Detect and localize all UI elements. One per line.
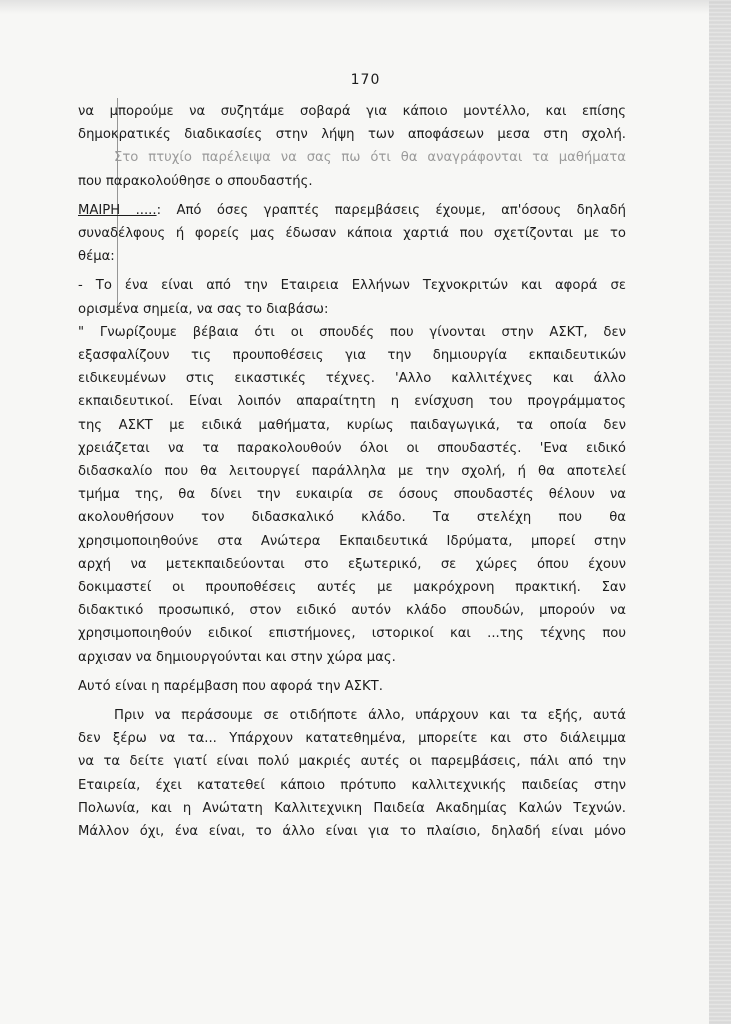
text-line: ακολουθήσουν τον διδασκαλικό κλάδο. Τα στελέχη που θα	[78, 510, 626, 526]
text-line: ορισμένα σημεία, να σας το διαβάσω:	[78, 301, 329, 317]
document-body	[78, 100, 626, 843]
text-line: δημοκρατικές διαδικασίες στην λήψη των αποφάσεων μεσα στη σχολή.	[78, 127, 626, 143]
text-line: αρχή να μετεκπαιδεύονται στο εξωτερικό, σε χώρες όπου έχουν	[78, 556, 626, 572]
text-line: αρχισαν να δημιουργούνται και στην χώρα μας.	[78, 649, 396, 665]
text-line: Πολωνία, και η Ανώτατη Καλλιτεχνικη Παιδεία Ακαδημίας Καλών Τεχνών.	[78, 800, 626, 816]
page-number: 170	[350, 72, 381, 88]
text-line: ΜΑΙΡΗ .....: Από όσες γραπτές παρεμβάσεις έχουμε, απ'όσους δηλαδή	[78, 202, 626, 218]
text-line: θέμα:	[78, 249, 115, 265]
text-line: Πριν να περάσουμε σε οτιδήποτε άλλο, υπάρχουν και τα εξής, αυτά	[114, 708, 626, 724]
text-line: Μάλλον όχι, ένα είναι, το άλλο είναι για το πλαίσιο, δηλαδή είναι μόνο	[78, 824, 626, 840]
text-line: ειδικευμένων στις εικαστικές τέχνες. 'Αλλο καλλιτέχνες και άλλο	[78, 371, 626, 387]
text-line: να μπορούμε να συζητάμε σοβαρά για κάποιο μοντέλλο, και επίσης	[78, 104, 626, 119]
text-line: συναδέλφους ή φορείς μας έδωσαν κάποια χαρτιά που σχετίζονται με το	[78, 226, 626, 242]
text-line: χρειάζεται να τα παρακολουθούν όλοι οι σπουδαστές. 'Ενα ειδικό	[78, 440, 626, 456]
scan-edge-right	[709, 0, 731, 1024]
text-line: της ΑΣΚΤ με ειδικά μαθήματα, κυρίως παιδαγωγικά, τα οποία δεν	[78, 417, 626, 433]
text-line: εκπαιδευτικοί. Είναι λοιπόν απαραίτητη η ενίσχυση του προγράμματος	[78, 394, 626, 410]
text-line: " Γνωρίζουμε βέβαια ότι οι σπουδές που γίνονται στην ΑΣΚΤ, δεν	[78, 324, 626, 340]
text-line: χρησιμοποιηθούν ειδικοί επιστήμονες, ιστορικοί και ...της τέχνης που	[78, 626, 626, 642]
text-line: να τα δείτε γιατί είναι πολύ μακριές αυτές οι παρεμβάσεις, πάλι από την	[78, 754, 626, 770]
text-line: διδασκαλίο που θα λειτουργεί παράλληλα με την σχολή, ή θα αποτελεί	[78, 464, 626, 480]
text-line: - Το ένα είναι από την Εταιρεια Ελλήνων Τεχνοκριτών και αφορά σε	[78, 278, 626, 294]
text-line: χρησιμοποιηθούνε στα Ανώτερα Εκπαιδευτικά Ιδρύματα, μπορεί στην	[78, 533, 626, 549]
speaker-name: ΜΑΙΡΗ .....	[78, 202, 157, 218]
text-line: δεν ξέρω να τα... Υπάρχουν κατατεθημένα, μπορείτε και στο διάλειμμα	[78, 731, 626, 747]
text-line: Εταιρεία, έχει κατατεθεί κάποιο πρότυπο καλλιτεχνικής παιδείας στην	[78, 777, 626, 793]
scan-shadow-top	[0, 0, 731, 14]
text-line: που παρακολούθησε ο σπουδαστής.	[78, 173, 313, 189]
text-line: εξασφαλίζουν τις προυποθέσεις για την δημιουργία εκπαιδευτικών	[78, 348, 626, 364]
text-line: διδακτικό προσωπικό, στον ειδικό αυτόν κλάδο σπουδών, μπορούν να	[78, 603, 626, 619]
text-line: Στο πτυχίο παρέλειψα να σας πω ότι θα αναγράφονται τα μαθήματα	[114, 150, 626, 166]
text-line: δοκιμαστεί οι προυποθέσεις αυτές με μακρόχρονη πρακτική. Σαν	[78, 580, 626, 596]
text-line: τμήμα της, θα δίνει την ευκαιρία σε όσους σπουδαστές θέλουν να	[78, 487, 626, 503]
text-line: Αυτό είναι η παρέμβαση που αφορά την ΑΣΚΤ.	[78, 678, 383, 694]
